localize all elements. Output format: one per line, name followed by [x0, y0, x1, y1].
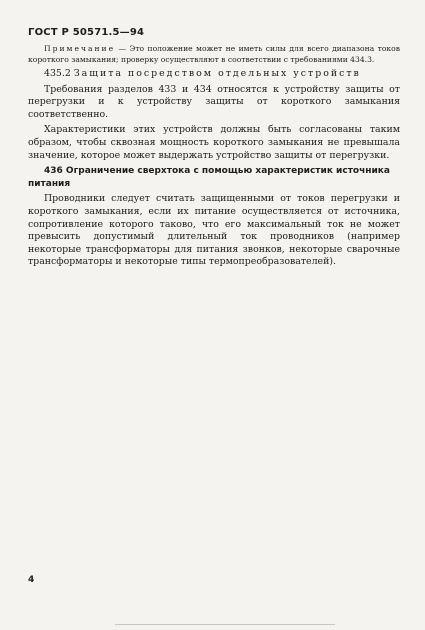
- note-label: Примечание: [44, 44, 116, 53]
- document-body: [28, 44, 400, 272]
- section-435-2-title: Защита посредством отдельных устройств: [73, 68, 361, 79]
- document-header: ГОСТ Р 50571.5—94: [28, 27, 145, 38]
- section-436-heading: 436 Ограничение сверхтока с помощью характеристик источника питания: [28, 166, 390, 189]
- bottom-divider: [115, 624, 335, 625]
- note-text: — Это положение может не иметь силы для всего диапазона токов короткого замыкания; проверку осуществляют в соответствии с требованиями 434.3.: [28, 44, 400, 64]
- paragraph-conductors: Проводники следует считать защищенными от токов перегрузки и короткого замыкания, если их питание осуществляется от источника, сопротивление которого таково, что его максимальный ток не может превысить допустимый длительный ток проводников (например некоторые трансформаторы для питания звонков, некоторые сварочные трансформаторы и некоторые типы термопреобразователей).: [28, 193, 400, 268]
- note-paragraph: [28, 44, 400, 65]
- section-435-2-number: 435.2: [44, 68, 74, 79]
- paragraph-requirements: Требования разделов 433 и 434 относятся к устройству защиты от перегрузки и к устройству защиты от короткого замыкания соответственно.: [28, 83, 400, 120]
- page-number: 4: [28, 575, 35, 585]
- section-435-2-heading: [28, 68, 400, 81]
- paragraph-characteristics: Характеристики этих устройств должны быть согласованы таким образом, чтобы сквозная мощность короткого замыкания не превышала значение, которое может выдержать устройство защиты от перегрузки.: [28, 124, 400, 161]
